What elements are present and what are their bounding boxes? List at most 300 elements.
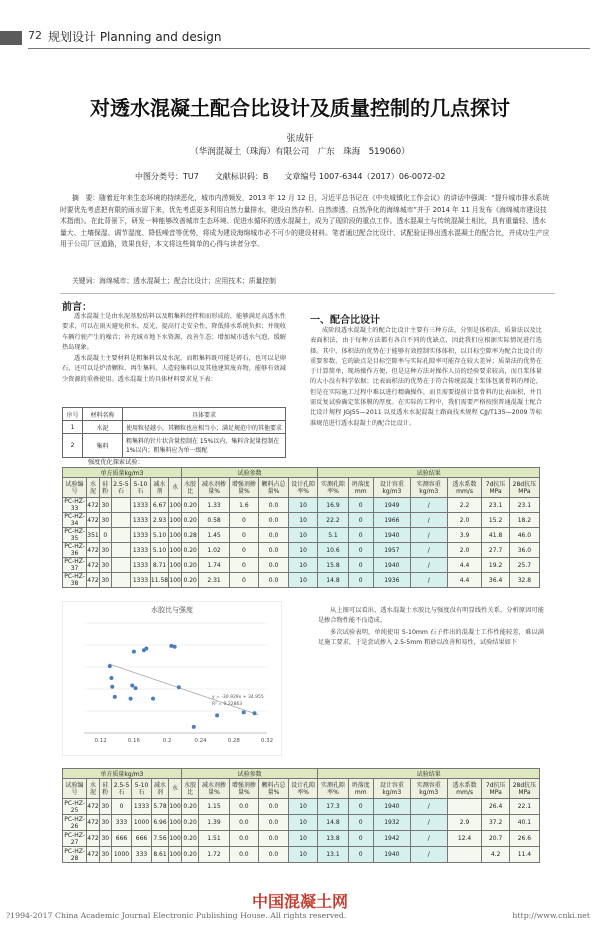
table-cell: 30 [99, 815, 111, 831]
column-header: 水 [169, 779, 181, 799]
table-cell: 0.0 [229, 847, 259, 863]
table-cell: 100 [169, 799, 181, 815]
table-cell: 1333 [131, 528, 150, 543]
table-cell: 30 [99, 513, 111, 528]
table-cell: 666 [132, 831, 151, 847]
table-cell: 8.71 [150, 558, 169, 573]
table-cell: 472 [87, 815, 100, 831]
column-header: 硅粉 [99, 478, 111, 498]
table-cell: 1936 [373, 573, 410, 588]
x-tick-label: 0.16 [127, 738, 141, 744]
column-header: 坍落度mm [348, 779, 373, 799]
table-cell: 4.4 [447, 558, 482, 573]
column-header: 设计容重kg/m3 [373, 478, 410, 498]
column-header: 增强剂掺量% [229, 478, 259, 498]
section1-heading: 一、配合比设计 [310, 315, 380, 326]
table-cell: 0 [229, 573, 259, 588]
table-cell: 472 [87, 799, 100, 815]
table-cell: 1000 [111, 847, 132, 863]
table-cell: 0.0 [259, 847, 289, 863]
data-point [109, 676, 113, 680]
mt-cell: 1 [63, 421, 83, 434]
table-cell: / [410, 799, 447, 815]
table-row [63, 528, 540, 543]
table-cell: 1940 [373, 558, 410, 573]
table-cell: 18.2 [509, 513, 539, 528]
column-header: 坍落度mm [348, 478, 373, 498]
group-header: 单方质量kg/m3 [63, 468, 182, 478]
table-cell: 0.0 [259, 573, 289, 588]
table-cell [111, 558, 131, 573]
table-cell: 1333 [131, 498, 150, 513]
footer-url: http://www.cnki.net [512, 911, 590, 920]
table-cell: 6.96 [151, 815, 169, 831]
column-header: 水 [169, 478, 181, 498]
table-cell: 333 [132, 847, 151, 863]
table-cell: 351 [87, 528, 100, 543]
table-cell: 15.8 [318, 558, 348, 573]
table-cell: 1932 [373, 815, 410, 831]
table-cell: 13.8 [318, 831, 348, 847]
scatter-chart [62, 601, 282, 756]
classification-line [135, 171, 555, 182]
data-point [253, 711, 257, 715]
table-cell: 0 [229, 543, 259, 558]
table-cell: 100 [169, 573, 181, 588]
table-cell: 0.20 [181, 831, 199, 847]
table-cell: 100 [169, 847, 181, 863]
column-header: 实测容重kg/m3 [410, 478, 447, 498]
table-cell: 0.20 [181, 847, 199, 863]
table-cell: 0 [229, 513, 259, 528]
chart-note [318, 606, 544, 649]
table-cell: 7.56 [151, 831, 169, 847]
table-cell: 0.20 [181, 543, 199, 558]
table-cell: 1.72 [199, 847, 229, 863]
table-cell: 1940 [373, 799, 410, 815]
mt-cell: 使用粒径越小，其颗粒也应相当小；满足规范中的其他要求 [123, 421, 286, 434]
table-cell [111, 513, 131, 528]
data-point [108, 664, 112, 668]
table-row [63, 513, 540, 528]
table-row [63, 799, 540, 815]
table-cell [111, 573, 131, 588]
table-cell: 0 [348, 498, 373, 513]
column-header: 7d抗压MPa [482, 779, 509, 799]
table-cell: 41.8 [482, 528, 509, 543]
group-header: 试验结果 [318, 468, 540, 478]
column-header: 2.5-5石 [111, 478, 131, 498]
table-cell: 23.1 [509, 498, 539, 513]
table-cell: 100 [169, 558, 181, 573]
table-cell: 0.0 [259, 558, 289, 573]
chart-note-paragraph-1: 从上图可以看出，透水混凝土水胶比与强度没有明显线性关系，分析原因可能是掺合物性能不良造成。 [318, 607, 544, 625]
divider [60, 293, 555, 294]
table-cell: 10.6 [318, 543, 348, 558]
table-cell: 10 [288, 498, 318, 513]
table-cell: 0 [348, 558, 373, 573]
table-cell: 2.2 [447, 498, 482, 513]
table-cell: / [410, 498, 447, 513]
table-cell: 1000 [132, 815, 151, 831]
column-header: 减水剂掺量% [199, 478, 229, 498]
preface-paragraph-2: 透水混凝土主要材料是粗集料以及水泥，而粗集料既可能是碎石，也可以是卵石，还可以是炉渣颗粒、再生集料、人造轻集料以及其他建筑废弃物，能够有效减少资源的重叠使用。透水混凝土的具体材料要求见下表： [62, 355, 286, 383]
table-cell: 0.0 [229, 799, 259, 815]
group-header: 试验参数 [181, 468, 318, 478]
table-cell: 46.0 [509, 528, 539, 543]
column-header: 28d抗压MPa [509, 779, 539, 799]
table-cell: / [410, 815, 447, 831]
table-cell: 30 [99, 558, 111, 573]
article-number: 文章编号 1007-6344（2017）06-0072-02 [284, 172, 446, 181]
table-cell [111, 543, 131, 558]
table-cell: 10 [288, 558, 318, 573]
table-cell: 0.20 [181, 799, 199, 815]
table-cell: 5.10 [150, 543, 169, 558]
table-cell: 12.4 [447, 831, 482, 847]
table-cell: 0.58 [199, 513, 229, 528]
table-cell: 1.39 [199, 815, 229, 831]
mt-header: 材料名称 [83, 408, 123, 421]
table-cell: 100 [169, 831, 181, 847]
table-cell: 0.0 [229, 831, 259, 847]
table-cell: 100 [169, 815, 181, 831]
table-cell: 1942 [373, 831, 410, 847]
section1-paragraph: 成阶段透水混凝土的配合比设计主要有三种方法，分别是体积法、质量法以及比表面积法，由于每种方法都有各自不同的优缺点，因此我们应根据实际情况进行选择。其中，体积法的优势在于能够有效控制实体体积，以目标空隙率为配合比设计的重要参数，它的缺点是目标空隙率与实际孔隙率可能存在较大差异；质量法的优势在于计算简单，现场操作方便，但是这种方法对操作人员的经验要求较高，而且浆体量的大小没有科学依据；比表面积法的优势在于符合传统混凝土浆体包裹骨料的理论，但是在实际施工过程中难以进行精确操作，而且需要提前计算骨料的比表面积，并且需反复试验确定浆体膜的厚度。在实际的工程中，我们需要严格按照普通混凝土配合比设计规程 JGJ55—2011 以及透水水泥混凝土路面技术规程 CJJ/T135—2009 等标准规范进行透水混凝土的配合比设计。 [310, 327, 542, 427]
table-cell: 472 [87, 831, 100, 847]
column-header: 透水系数mm/s [447, 779, 482, 799]
table-row [63, 498, 540, 513]
column-header: 减水剂 [151, 779, 169, 799]
column-header: 水胶比 [181, 779, 199, 799]
table-cell: PC-HZ-28 [64, 847, 85, 862]
table-cell: 0.20 [181, 498, 199, 513]
watermark: 中国混凝土网 [251, 892, 348, 911]
column-header: 设计孔隙率% [288, 779, 318, 799]
table-cell [111, 498, 131, 513]
data-point [110, 685, 114, 689]
table-cell: 3.9 [447, 528, 482, 543]
table-cell: 4.4 [447, 573, 482, 588]
table-cell: 26.6 [509, 831, 539, 847]
column-header: 水胶比 [181, 478, 199, 498]
data-point [215, 713, 219, 717]
column-header: 硅粉 [99, 779, 111, 799]
table-cell: 0.0 [229, 815, 259, 831]
table-cell: 0 [348, 847, 373, 863]
table-cell: 10 [288, 847, 318, 863]
page-number: 72 [28, 29, 42, 42]
table-cell: 30 [99, 498, 111, 513]
column-header: 实测容重kg/m3 [410, 779, 447, 799]
running-header [0, 26, 600, 48]
table-cell: 22.2 [318, 513, 348, 528]
table-cell: 472 [87, 558, 100, 573]
table-cell: 1957 [373, 543, 410, 558]
column-header: 5-10石 [131, 478, 150, 498]
table-cell: 0 [348, 831, 373, 847]
column-header: 实测孔隙率% [318, 478, 348, 498]
table-cell: 1940 [373, 847, 410, 863]
table-cell: PC-HZ-37 [64, 558, 85, 572]
data-point [130, 683, 134, 687]
abstract-text: 摘 要：随着近年来生态环境的持续恶化，城市内涝频发，2013 年 12 月 12 日，习近平总书记在《中央城镇化工作会议》的讲话中强调：“提升城市排水系统时要优先考虑把有限的雨水留下来，优先考虑更多利用自然力量排水，建设自然存积、自然渗透、自然净化的海绵城市”并于 2014 年 11 月发布《海绵城市建设技术指南》。在此背景下，研发一种能够改善城市生态环境、促进水循环的透水混凝土，成为了现阶段的重点工作。透水混凝土与传统混凝土相比，具有重量轻、透水量大、土壤保湿、调节湿度、降低噪音等优势，将成为建设海绵城市必不可少的建设材料。笔者通过配合比设计、试配验证得出透水混凝土的配合比，并成功生产应用于公司厂区道路，效果良好，本文将这些简单的心得与读者分享。 [60, 194, 550, 248]
table-cell: PC-HZ-33 [64, 498, 85, 512]
column-header: 实测孔隙率% [318, 779, 348, 799]
table-cell: / [410, 573, 447, 588]
table-cell: PC-HZ-26 [64, 815, 85, 830]
table-cell: 2.0 [447, 513, 482, 528]
table-cell: 19.2 [482, 558, 509, 573]
table-cell: 0.0 [259, 815, 289, 831]
table-cell: 0.20 [181, 558, 199, 573]
table-cell: 1.51 [199, 831, 229, 847]
data-point [132, 650, 136, 654]
header-bar [0, 31, 22, 45]
trial-table-1 [62, 467, 540, 588]
column-header: 透水系数mm/s [447, 478, 482, 498]
header-rule [28, 48, 590, 49]
x-tick-label: 0.12 [94, 738, 107, 744]
data-point [113, 695, 117, 699]
table-cell: 472 [87, 513, 100, 528]
table-cell: 2.93 [150, 513, 169, 528]
cls-number: 中图分类号：TU7 [135, 172, 199, 181]
table-cell: 20.7 [482, 831, 509, 847]
keywords: 关键词：海绵城市；透水混凝土；配合比设计；应用技术；质量控制 [72, 277, 276, 285]
table-cell: 0 [348, 528, 373, 543]
column-header: 设计容重kg/m3 [373, 779, 410, 799]
chart-title: 水胶比与强度 [151, 606, 193, 614]
table-cell: 40.1 [509, 815, 539, 831]
table-cell: 0.20 [181, 513, 199, 528]
table-cell: 10 [288, 513, 318, 528]
table-cell: 30 [99, 543, 111, 558]
mt-cell: 集料 [83, 434, 123, 458]
table-cell: 1949 [373, 498, 410, 513]
table-cell: 0.0 [259, 799, 289, 815]
table-cell: 472 [87, 573, 100, 588]
column-header: 2.5-5石 [111, 779, 132, 799]
table-cell: 30 [99, 847, 111, 863]
table-cell: 36.4 [482, 573, 509, 588]
table-cell: 5.78 [151, 799, 169, 815]
table-cell: 11.58 [150, 573, 169, 588]
table-cell: 472 [87, 498, 100, 513]
column-header: 试验编号 [63, 478, 87, 498]
table-cell: 1.02 [199, 543, 229, 558]
section1-body [310, 326, 542, 430]
data-point [242, 710, 246, 714]
table-cell: 472 [87, 543, 100, 558]
data-point [192, 725, 196, 729]
table-cell: 14.8 [318, 573, 348, 588]
article-affiliation: （华润混凝土（珠海）有限公司 广东 珠海 519060） [190, 147, 410, 157]
data-point [129, 697, 133, 701]
article-title: 对透水混凝土配合比设计及质量控制的几点探讨 [90, 96, 510, 120]
table-cell: 1966 [373, 513, 410, 528]
table-cell: 25.7 [509, 558, 539, 573]
data-point [177, 685, 181, 689]
doc-code: 文献标识码：B [214, 172, 269, 181]
table-cell: 1.74 [199, 558, 229, 573]
table-cell: 23.1 [482, 498, 509, 513]
table-cell: 100 [169, 528, 181, 543]
table-cell: 32.8 [509, 573, 539, 588]
x-tick-label: 0.24 [194, 738, 207, 744]
table-cell: 100 [169, 498, 181, 513]
preface-heading: 前言： [62, 302, 92, 313]
data-point [134, 686, 138, 690]
table-cell: 0 [348, 543, 373, 558]
x-tick-label: 0.28 [227, 738, 240, 744]
table-cell: / [410, 513, 447, 528]
table-row [63, 558, 540, 573]
column-header: 颗料占总量% [259, 779, 289, 799]
table-cell: 17.3 [318, 799, 348, 815]
table-cell: 4.2 [482, 847, 509, 863]
table-cell: 472 [87, 847, 100, 863]
column-header: 试验编号 [63, 779, 87, 799]
table-cell: 10 [288, 573, 318, 588]
data-point [173, 645, 177, 649]
x-tick-label: 0.2 [162, 738, 172, 744]
table-cell: PC-HZ-38 [64, 573, 85, 587]
table-cell: 0 [111, 799, 132, 815]
table-cell: 37.2 [482, 815, 509, 831]
table-cell: 30 [99, 831, 111, 847]
table-row [63, 543, 540, 558]
table-cell: 0 [348, 799, 373, 815]
table-cell: 8.61 [151, 847, 169, 863]
table-cell [111, 528, 131, 543]
table-cell: 5.10 [150, 528, 169, 543]
table-cell: 22.1 [509, 799, 539, 815]
table-cell: 10 [288, 543, 318, 558]
table-cell: / [410, 831, 447, 847]
table-cell: 10 [288, 528, 318, 543]
table-cell: 30 [99, 573, 111, 588]
group-header: 试验参数 [181, 769, 318, 779]
table-cell: 0 [348, 573, 373, 588]
trial-label: 强度优化探索试验： [88, 459, 144, 466]
table-cell: PC-HZ-34 [64, 513, 85, 527]
table-cell: 1.45 [199, 528, 229, 543]
data-point [151, 697, 155, 701]
section-title: 规划设计 Planning and design [48, 30, 222, 44]
table-cell: 10 [288, 831, 318, 847]
column-header: 增强剂掺量% [229, 779, 259, 799]
table-cell: 15.2 [482, 513, 509, 528]
group-header: 单方质量kg/m3 [63, 769, 182, 779]
column-header: 设计孔隙率% [288, 478, 318, 498]
column-header: 颗料占总量% [259, 478, 289, 498]
table-cell: PC-HZ-35 [64, 528, 85, 542]
copyright: ?1994-2017 China Academic Journal Electronic Publishing House. All rights reserved. [6, 911, 347, 920]
table-cell: 0 [348, 513, 373, 528]
table-cell: 0.20 [181, 815, 199, 831]
table-cell: 0.28 [181, 528, 199, 543]
table-cell: 10 [288, 815, 318, 831]
table-row [63, 815, 540, 831]
table-cell: 1333 [131, 543, 150, 558]
column-header: 水泥 [87, 478, 100, 498]
mt-cell: 2 [63, 434, 83, 458]
trend-r2: R² = 0.22863 [212, 702, 243, 707]
column-header: 水泥 [87, 779, 100, 799]
column-header: 28d抗压MPa [509, 478, 539, 498]
table-cell: 0 [99, 528, 111, 543]
table-cell: 36.0 [509, 543, 539, 558]
column-header: 7d抗压MPa [482, 478, 509, 498]
materials-table [62, 407, 286, 458]
table-cell: 0.0 [259, 498, 289, 513]
table-cell: 2.31 [199, 573, 229, 588]
table-cell: 10 [288, 799, 318, 815]
table-cell: 1333 [131, 558, 150, 573]
table-cell: 0 [229, 528, 259, 543]
table-cell: PC-HZ-25 [64, 799, 85, 814]
trend-equation: y = -30.929x + 34.955 [212, 695, 264, 700]
table-cell: 0.20 [181, 573, 199, 588]
table-cell: 2.9 [447, 815, 482, 831]
article-author: 张成轩 [286, 134, 314, 144]
table-cell: 666 [111, 831, 132, 847]
table-cell: 0.0 [259, 831, 289, 847]
table-cell: 16.9 [318, 498, 348, 513]
table-cell: 11.4 [509, 847, 539, 863]
table-cell: 1.33 [199, 498, 229, 513]
table-cell: / [410, 543, 447, 558]
table-cell: 100 [169, 513, 181, 528]
trial-table-2 [62, 768, 540, 863]
table-cell: 0 [229, 558, 259, 573]
mt-header: 序号 [63, 408, 83, 421]
table-cell [447, 799, 482, 815]
table-cell: 0.0 [259, 528, 289, 543]
table-row [63, 847, 540, 863]
table-cell: 2.0 [447, 543, 482, 558]
chart-note-paragraph-2: 多次试验表明，单纯使用 5-10mm 石子拌出的混凝土工作性能较差，难以满足施工要求，于是尝试掺入 2.5-5mm 粗砂以改善和易性，试验结果如下 [318, 628, 544, 646]
table-cell: 0 [348, 815, 373, 831]
table-cell: 1.6 [229, 498, 259, 513]
table-cell: 1333 [132, 799, 151, 815]
table-cell: 100 [169, 543, 181, 558]
x-tick-label: 0.32 [260, 738, 274, 744]
table-cell: / [410, 847, 447, 863]
table-cell: 14.8 [318, 815, 348, 831]
table-cell: 1.15 [199, 799, 229, 815]
column-header: 减水剂 [150, 478, 169, 498]
table-row [63, 831, 540, 847]
table-cell: 6.67 [150, 498, 169, 513]
table-cell: 0.0 [259, 513, 289, 528]
table-cell: 26.4 [482, 799, 509, 815]
table-cell: / [410, 528, 447, 543]
table-cell: 0.0 [259, 543, 289, 558]
table-cell: 1333 [131, 513, 150, 528]
preface-paragraph-1: 透水混凝土是由水泥基胶结料以及粗集料经拌和而形成的，能够满足高透水性要求，可以在雨天避免积水、反光，提高行走安全性，降低排水系统负担；并现收车辆行驶产生的噪音；补充城市地下水资源，改善生态；增加城市透水气泡、缓解热岛现象。 [62, 313, 286, 351]
table-cell: PC-HZ-36 [64, 543, 85, 557]
preface-body [62, 312, 286, 386]
table-cell [447, 847, 482, 863]
abstract [60, 193, 550, 251]
table-row [63, 573, 540, 588]
column-header: 5-10石 [132, 779, 151, 799]
table-cell: PC-HZ-27 [64, 831, 85, 846]
table-cell: 1333 [131, 573, 150, 588]
column-header: 减水剂掺量% [199, 779, 229, 799]
